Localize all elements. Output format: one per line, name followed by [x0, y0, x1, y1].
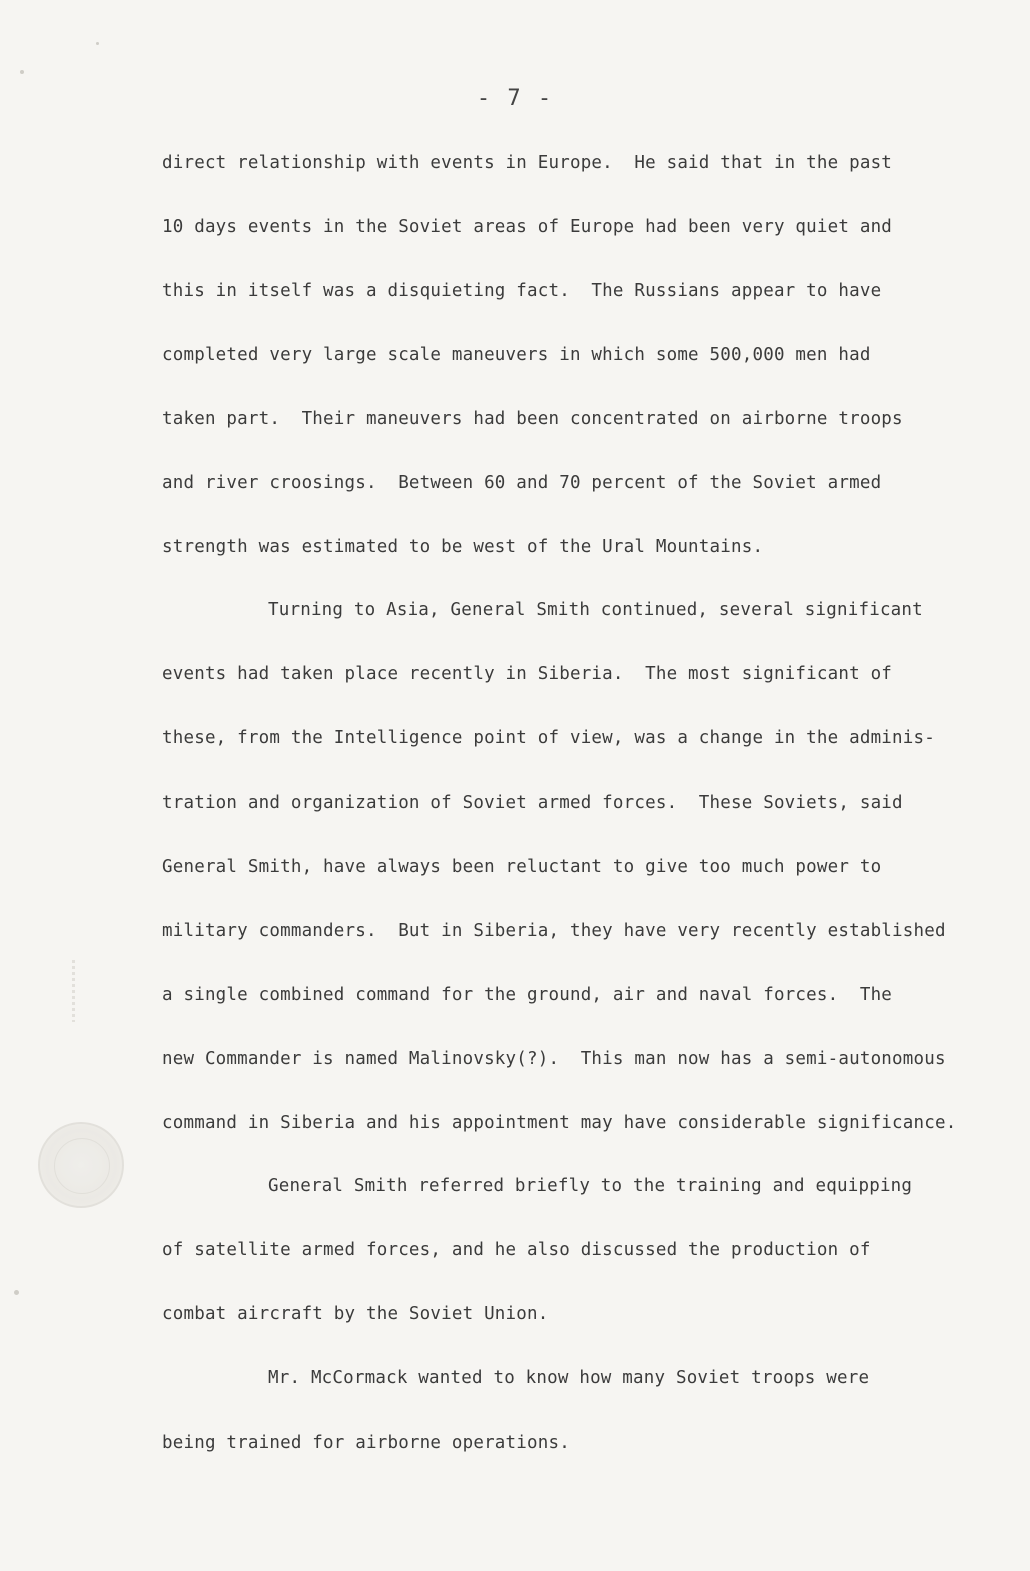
library-stamp-icon [38, 1122, 124, 1208]
paper-speck [20, 70, 24, 74]
paper-speck [96, 42, 99, 45]
paragraph-first-line: General Smith referred briefly to the training and equipping [268, 1176, 913, 1196]
text-line: General Smith, have always been reluctant to give too much power to [162, 857, 882, 877]
text-line: and river croosings. Between 60 and 70 percent of the Soviet armed [162, 473, 882, 493]
paper-speck [14, 1290, 19, 1295]
text-line: direct relationship with events in Europe. He said that in the past [162, 153, 893, 173]
text-line: strength was estimated to be west of the Ural Mountains. [162, 537, 764, 557]
text-line: being trained for airborne operations. [162, 1433, 570, 1453]
text-line: of satellite armed forces, and he also discussed the production of [162, 1240, 871, 1260]
text-line: military commanders. But in Siberia, they have very recently established [162, 921, 946, 941]
text-line: these, from the Intelligence point of view, was a change in the adminis- [162, 728, 935, 748]
text-line: command in Siberia and his appointment may have considerable significance. [162, 1113, 957, 1133]
text-line: combat aircraft by the Soviet Union. [162, 1304, 549, 1324]
paragraph-first-line: Mr. McCormack wanted to know how many Soviet troops were [268, 1368, 870, 1388]
text-line: new Commander is named Malinovsky(?). This man now has a semi-autonomous [162, 1049, 946, 1069]
text-line: a single combined command for the ground, air and naval forces. The [162, 985, 893, 1005]
margin-mark [72, 960, 75, 1022]
paragraph-first-line: Turning to Asia, General Smith continued, several significant [268, 600, 923, 620]
page-number: - 7 - [476, 86, 554, 111]
text-line: this in itself was a disquieting fact. The Russians appear to have [162, 281, 882, 301]
text-line: completed very large scale maneuvers in which some 500,000 men had [162, 345, 871, 365]
text-line: taken part. Their maneuvers had been concentrated on airborne troops [162, 409, 903, 429]
text-line: 10 days events in the Soviet areas of Europe had been very quiet and [162, 217, 893, 237]
text-line: tration and organization of Soviet armed forces. These Soviets, said [162, 793, 903, 813]
text-line: events had taken place recently in Siberia. The most significant of [162, 664, 893, 684]
